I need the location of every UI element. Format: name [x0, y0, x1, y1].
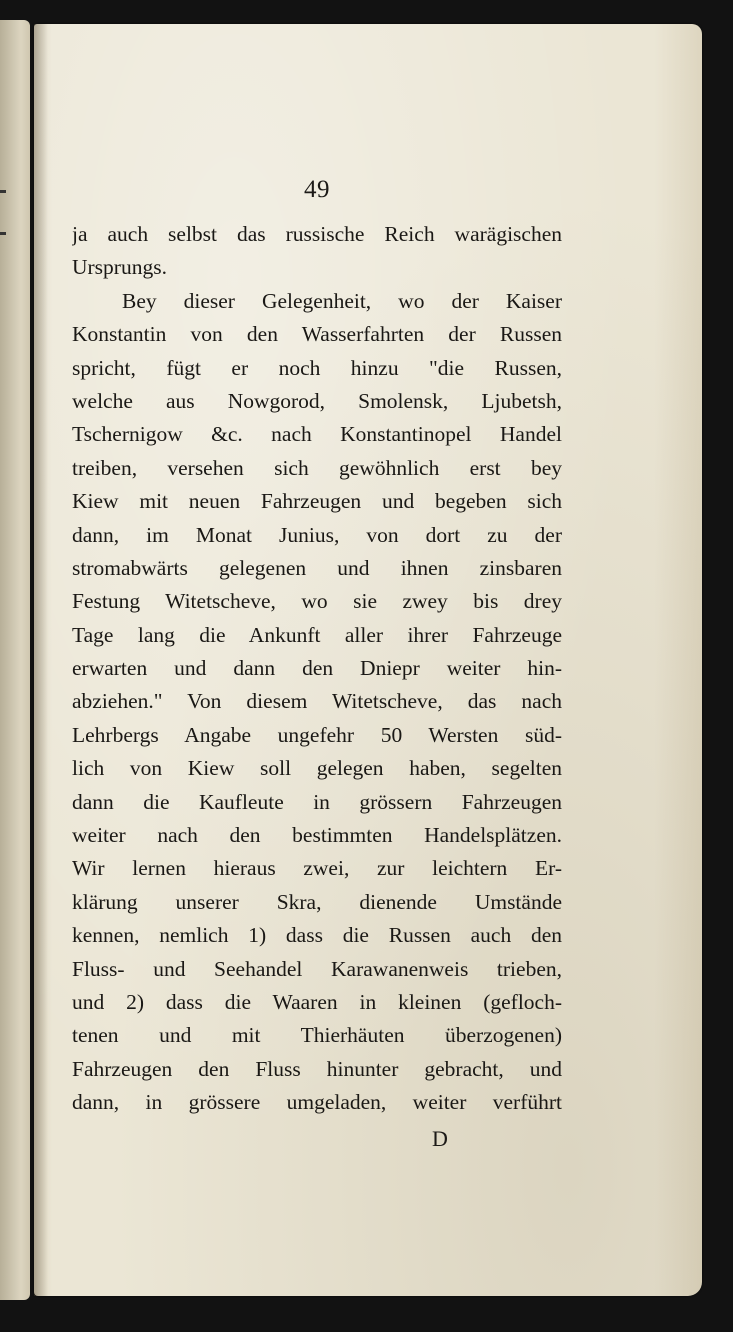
text-line: Fahrzeugen den Fluss hinunter gebracht, und: [72, 1056, 562, 1081]
text-line: tenen und mit Thierhäuten überzogenen): [72, 1023, 562, 1048]
text-line: weiter nach den bestimmten Handelsplätzen.: [72, 823, 562, 848]
body-text: [72, 218, 562, 1120]
text-line: dann, in grössere umgeladen, weiter verführt: [72, 1090, 562, 1115]
book-page: [34, 24, 702, 1296]
text-line: Kiew mit neuen Fahrzeugen und begeben sich: [72, 489, 562, 514]
paragraph-start-line: Bey dieser Gelegenheit, wo der Kaiser: [122, 288, 562, 313]
text-line: stromabwärts gelegenen und ihnen zinsbaren: [72, 555, 562, 580]
facing-page-text-fragment: [0, 190, 6, 193]
text-line: ja auch selbst das russische Reich warägischen: [72, 222, 562, 246]
text-line: abziehen." Von diesem Witetscheve, das nach: [72, 689, 562, 714]
signature-mark: D: [432, 1126, 448, 1151]
text-line: Lehrbergs Angabe ungefehr 50 Wersten süd-: [72, 722, 562, 747]
text-line: dann die Kaufleute in grössern Fahrzeugen: [72, 789, 562, 814]
text-line: Wir lernen hieraus zwei, zur leichtern Er-: [72, 856, 562, 881]
facing-page-edge: [0, 20, 30, 1300]
text-line: dann, im Monat Junius, von dort zu der: [72, 522, 562, 547]
text-line: klärung unserer Skra, dienende Umstände: [72, 889, 562, 914]
text-line: lich von Kiew soll gelegen haben, segelten: [72, 756, 562, 781]
text-line: treiben, versehen sich gewöhnlich erst bey: [72, 455, 562, 480]
text-line: Tschernigow &c. nach Konstantinopel Handel: [72, 422, 562, 447]
text-line: erwarten und dann den Dniepr weiter hin-: [72, 656, 562, 681]
text-line: Tage lang die Ankunft aller ihrer Fahrzeuge: [72, 622, 562, 647]
text-line: Festung Witetscheve, wo sie zwey bis drey: [72, 589, 562, 614]
text-line: kennen, nemlich 1) dass die Russen auch den: [72, 923, 562, 948]
text-line: und 2) dass die Waaren in kleinen (gefloch-: [72, 989, 562, 1014]
text-line: spricht, fügt er noch hinzu "die Russen,: [72, 355, 562, 380]
page-number: 49: [304, 176, 330, 203]
text-line: Fluss- und Seehandel Karawanenweis trieben,: [72, 956, 562, 981]
text-line: Konstantin von den Wasserfahrten der Russen: [72, 322, 562, 347]
text-line: welche aus Nowgorod, Smolensk, Ljubetsh,: [72, 388, 562, 413]
spine-shadow: [34, 24, 48, 1296]
text-line: Ursprungs.: [72, 255, 167, 280]
facing-page-text-fragment: [0, 232, 6, 235]
